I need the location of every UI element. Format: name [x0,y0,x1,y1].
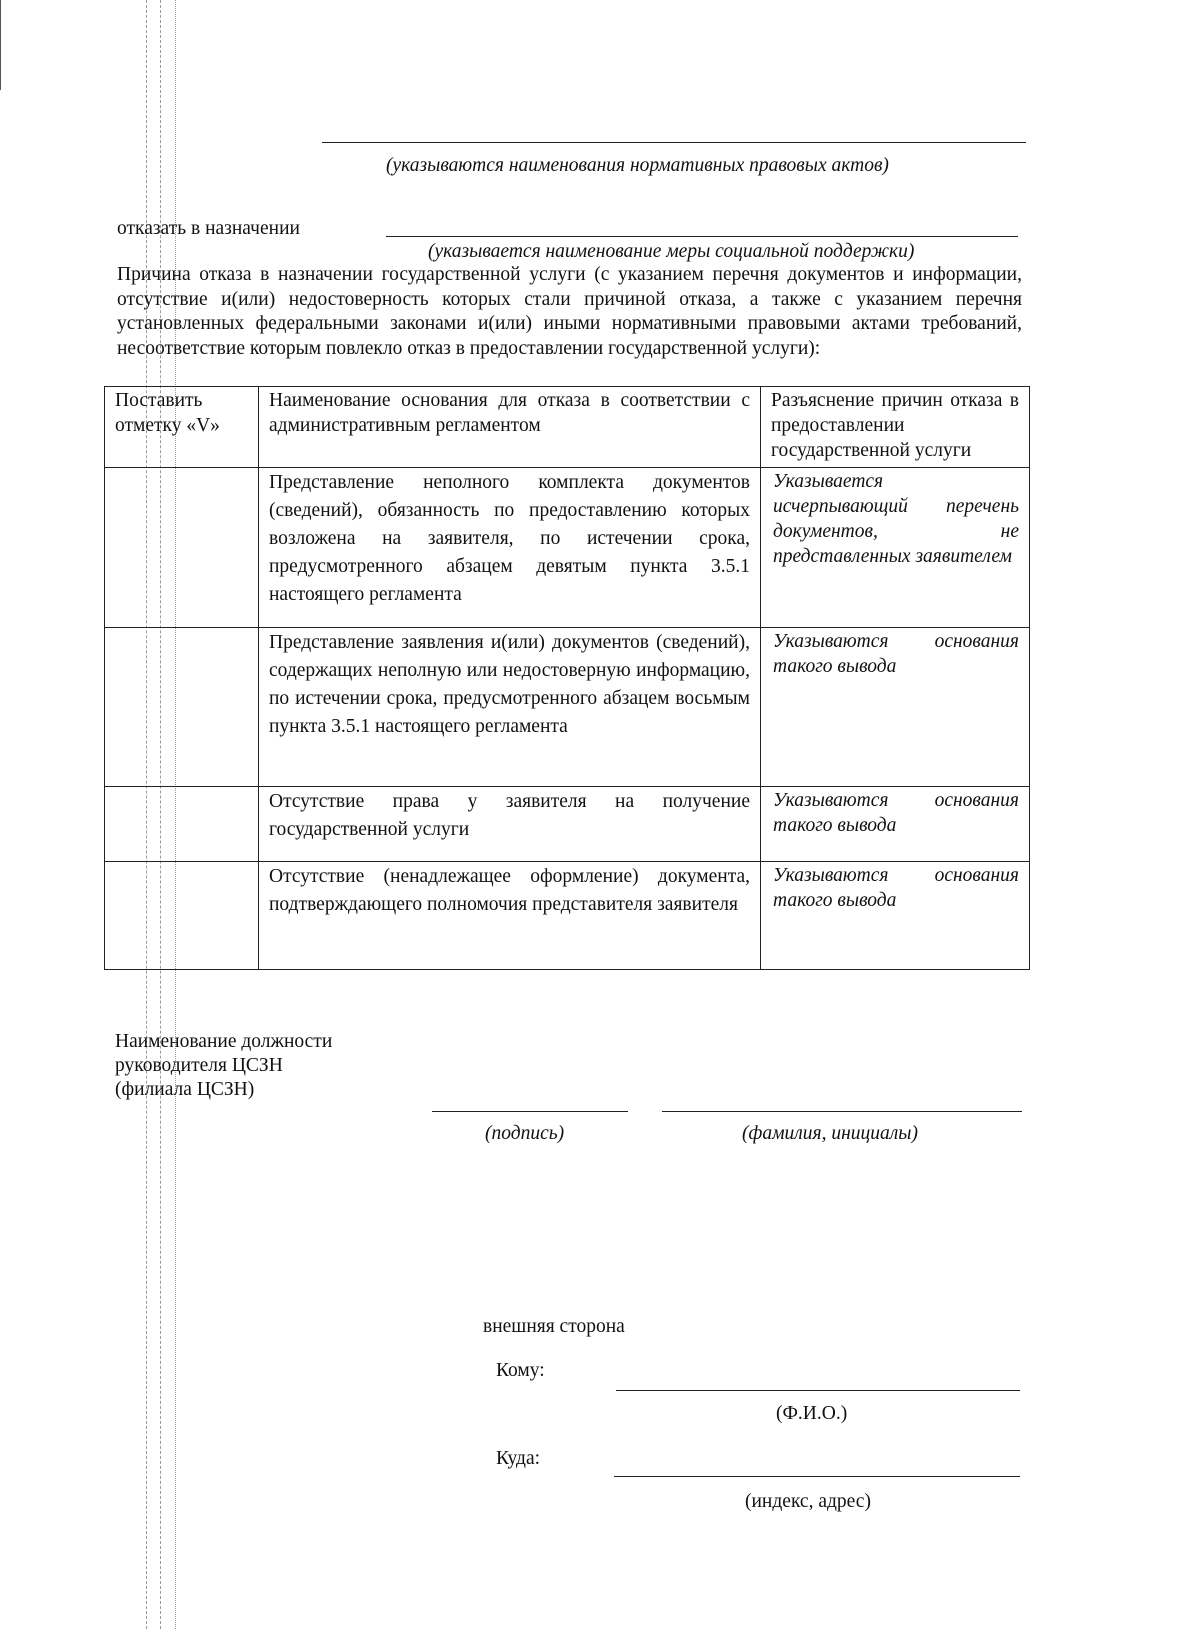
where-label: Куда: [496,1448,541,1469]
explanation-cell: Указывается исчерпывающий перечень документов, не представленных заявителем [761,468,1030,628]
explanation-cell: Указываются основания такого вывода [761,787,1030,862]
reason-cell: Представление неполного комплекта документов (сведений), обязанность по предоставлению которых возложена на заявителя, по истечении срока, предусмотренного абзацем девятым пункта 3.5.1 настоящего регламента [259,468,761,628]
to-field-line[interactable] [616,1390,1020,1391]
explanation-cell: Указываются основания такого вывода [761,862,1030,970]
header-mark: Поставить отметку «V» [105,387,259,468]
mark-cell[interactable] [105,787,259,862]
envelope-title: внешняя сторона [483,1316,625,1337]
position-line: руководителя ЦСЗН [115,1055,283,1076]
header-reason: Наименование основания для отказа в соответствии с административным регламентом [259,387,761,468]
to-caption: (Ф.И.О.) [776,1403,848,1424]
where-field-line[interactable] [614,1476,1020,1477]
table-row [105,787,1030,862]
acts-caption: (указываются наименования нормативных правовых актов) [386,155,889,176]
table-row [105,628,1030,787]
mark-cell[interactable] [105,628,259,787]
table-header-row [105,387,1030,468]
acts-line [322,142,1026,143]
to-label: Кому: [496,1360,545,1381]
reason-cell: Представление заявления и(или) документов (сведений), содержащих неполную или недостоверную информацию, по истечении срока, предусмотренного абзацем восьмым пункта 3.5.1 настоящего регламента [259,628,761,787]
position-line: (филиала ЦСЗН) [115,1079,255,1100]
signature-caption: (подпись) [485,1123,565,1144]
explanation-cell: Указываются основания такого вывода [761,628,1030,787]
header-explanation: Разъяснение причин отказа в предоставлении государственной услуги [761,387,1030,468]
signature-line [432,1111,628,1112]
scan-artifact-edge [0,0,1,90]
name-caption: (фамилия, инициалы) [742,1123,918,1144]
refusal-reasons-table [104,386,1030,970]
name-line [662,1111,1022,1112]
where-caption: (индекс, адрес) [745,1491,871,1512]
reason-cell: Отсутствие (ненадлежащее оформление) документа, подтверждающего полномочия представителя заявителя [259,862,761,970]
refuse-label: отказать в назначении [117,218,300,239]
refuse-line [386,236,1018,237]
position-title [115,1030,332,1102]
mark-cell[interactable] [105,862,259,970]
reason-intro: Причина отказа в назначении государственной услуги (с указанием перечня документов и информации, отсутствие и(или) недостоверность которых стали причиной отказа, а также с указанием перечня установленных федеральными законами и(или) иными нормативными правовыми актами требований, несоответствие которым повлекло отказ в предоставлении государственной услуги): [117,264,1022,359]
mark-cell[interactable] [105,468,259,628]
position-line: Наименование должности [115,1031,333,1052]
table-row [105,468,1030,628]
reason-cell: Отсутствие права у заявителя на получение государственной услуги [259,787,761,862]
table-row [105,862,1030,970]
refuse-caption: (указывается наименование меры социальной поддержки) [428,241,915,262]
